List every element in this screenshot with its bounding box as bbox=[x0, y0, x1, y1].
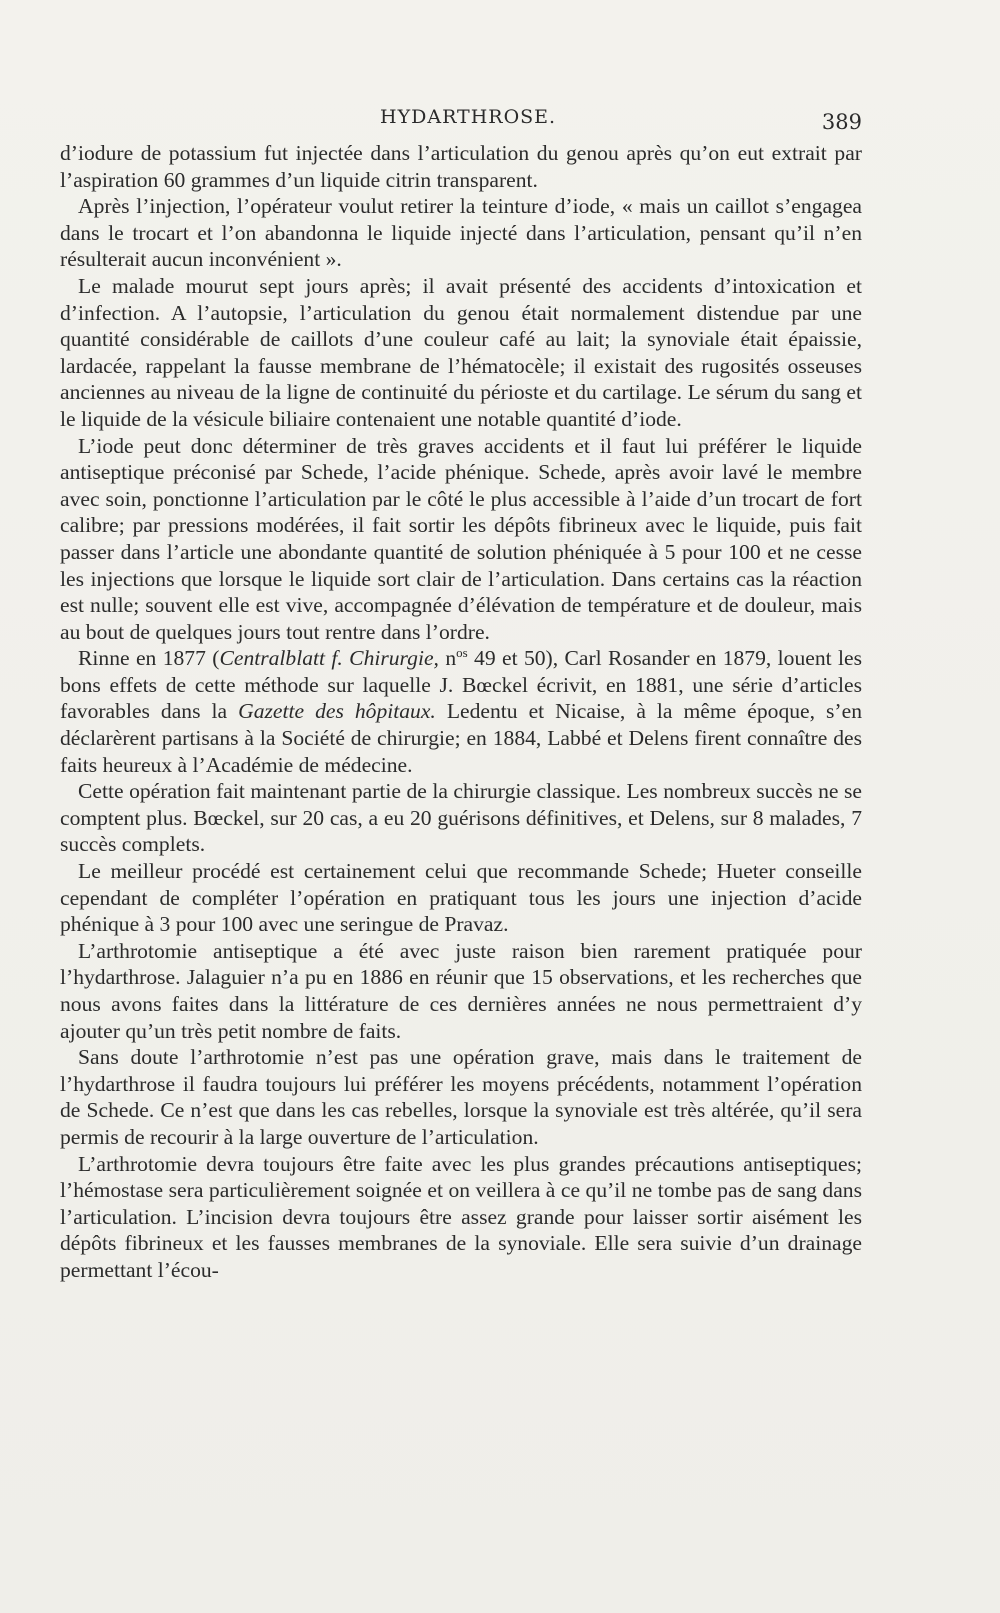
gazette-title: Gazette des hôpitaux. bbox=[238, 699, 436, 724]
p5-text-c: 49 et 50), Carl Rosander en 1879, louent les bons effets de cette méthode sur laquelle J. Bœckel écrivit, en 1881, une série d’articles favorables dans la bbox=[60, 646, 862, 724]
running-title: HYDARTHROSE. bbox=[380, 106, 557, 128]
paragraph-8: L’arthrotomie antiseptique a été avec juste raison bien rarement pratiquée pour l’hydarthrose. Jalaguier n’a pu en 1886 en réunir que 15 observations, et les recherches que nous avons faites dans la littérature de ces dernières années ne nous permettraient d’y ajouter qu’un très petit nombre de faits. bbox=[60, 938, 862, 1043]
paragraph-2: Après l’injection, l’opérateur voulut retirer la teinture d’iode, « mais un caillot s’engagea dans le trocart et l’on abandonna le liquide injecté dans l’articulation, pensant qu’il n’en résulterait aucun inconvénient ». bbox=[60, 194, 862, 272]
p5-text-d: Ledentu et Nicaise, à la même époque, s’en déclarèrent partisans à la Société de chirurgie; en 1884, Labbé et Delens firent connaître des faits heureux à l’Académie de médecine. bbox=[60, 699, 863, 777]
page-number: 389 bbox=[821, 110, 862, 134]
p5-text-b: n bbox=[438, 646, 457, 671]
paragraph-10: L’arthrotomie devra toujours être faite avec les plus grandes précautions antiseptiques; l’hémostase sera particulièrement soignée et on veillera à ce qu’il ne tombe pas de sang dans l’articulation. L’incision devra toujours être assez grande pour laisser sortir aisément les dépôts fibrineux et les fausses membranes de la synoviale. Elle sera suivie d’un drainage permettant l’écou- bbox=[60, 1151, 862, 1282]
paragraph-9: Sans doute l’arthrotomie n’est pas une opération grave, mais dans le traitement de l’hydarthrose il faudra toujours lui préférer les moyens précédents, notamment l’opération de Schede. Ce n’est que dans les cas rebelles, lorsque la synoviale est très altérée, qu’il sera permis de recourir à la large ouverture de l’articulation. bbox=[60, 1045, 862, 1149]
paragraph-6: Cette opération fait maintenant partie de la chirurgie classique. Les nombreux succès ne se comptent plus. Bœckel, sur 20 cas, a eu 20 guérisons définitives, et Delens, sur 8 malades, 7 succès complets. bbox=[60, 779, 862, 857]
superscript-os: os bbox=[456, 645, 468, 661]
body-text bbox=[60, 140, 862, 1284]
paragraph-7: Le meilleur procédé est certainement celui que recommande Schede; Hueter conseille cependant de compléter l’opération en pratiquant tous les jours une injection d’acide phénique à 3 pour 100 avec une seringue de Pravaz. bbox=[60, 859, 862, 937]
journal-title: Centralblatt f. Chirurgie, bbox=[219, 646, 439, 671]
paragraph-5 bbox=[60, 645, 862, 778]
paragraph-1: d’iodure de potassium fut injectée dans l’articulation du genou après qu’on eut extrait par l’aspiration 60 grammes d’un liquide citrin transparent. bbox=[60, 141, 862, 192]
p5-text-a: Rinne en 1877 ( bbox=[78, 646, 220, 671]
paragraph-4: L’iode peut donc déterminer de très graves accidents et il faut lui préférer le liquide antiseptique préconisé par Schede, l’acide phénique. Schede, après avoir lavé le membre avec soin, ponctionne l’articulation par le côté le plus accessible à l’aide d’un trocart de fort calibre; par pressions modérées, il fait sortir les dépôts fibrineux avec le liquide, puis fait passer dans l’article une abondante quantité de solution phéniquée à 5 pour 100 et ne cesse les injections que lorsque le liquide sort clair de l’articulation. Dans certains cas la réaction est nulle; souvent elle est vive, accompagnée d’élévation de température et de douleur, mais au bout de quelques jours tout rentre dans l’ordre. bbox=[60, 433, 862, 644]
page-header bbox=[62, 106, 862, 136]
paragraph-3: Le malade mourut sept jours après; il avait présenté des accidents d’intoxication et d’infection. A l’autopsie, l’articulation du genou était normalement distendue par une quantité considérable de caillots d’une couleur café au lait; la synoviale était épaissie, lardacée, rappelant la fausse membrane de l’hématocèle; il existait des rugosités osseuses anciennes au niveau de la ligne de continuité du périoste et du cartilage. Le sérum du sang et le liquide de la vésicule biliaire contenaient une notable quantité d’iode. bbox=[60, 273, 862, 431]
